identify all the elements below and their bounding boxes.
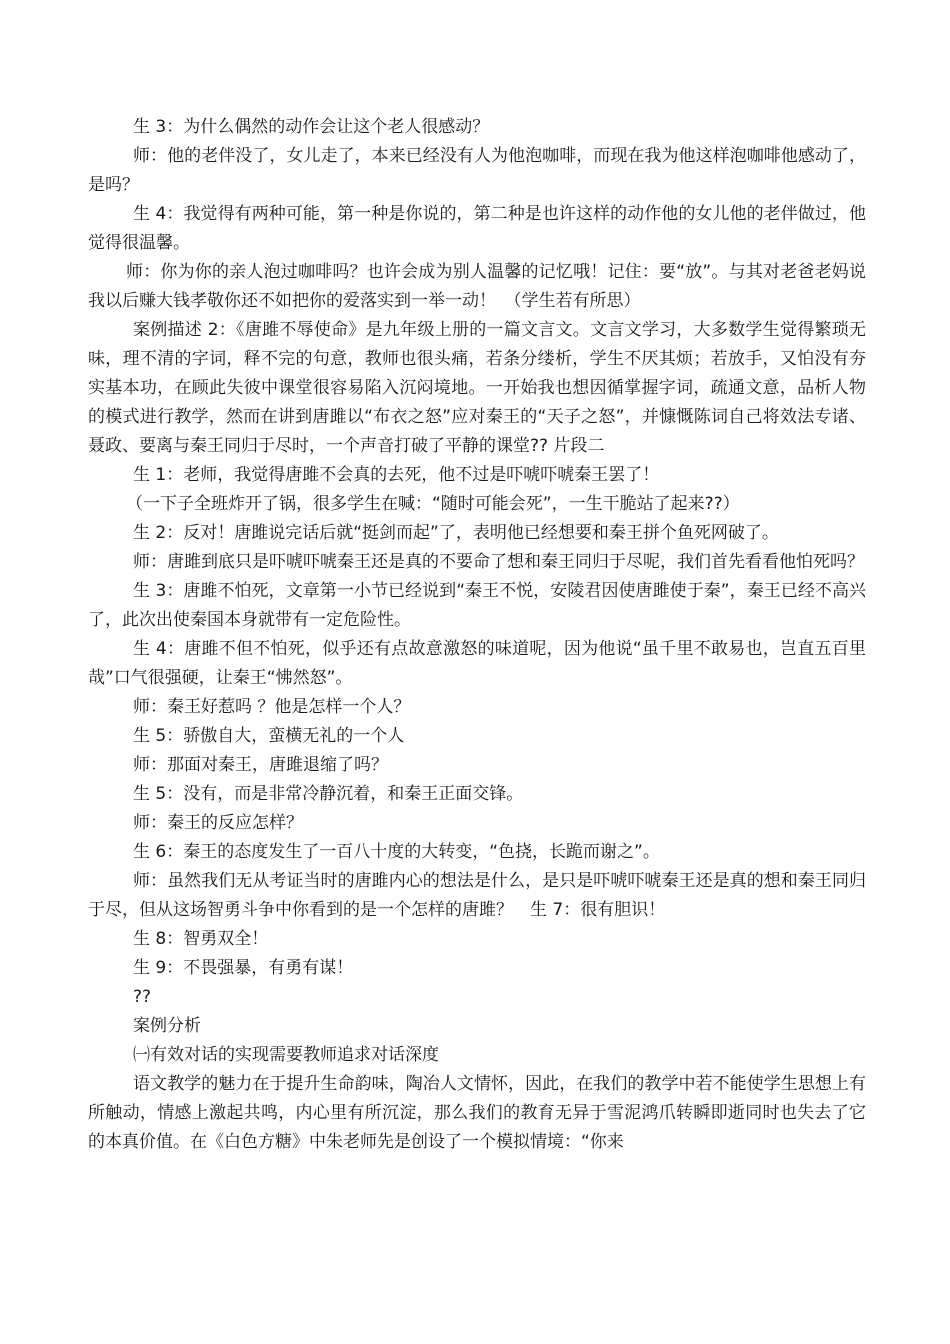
paragraph: 生 5：没有，而是非常冷静沉着，和秦王正面交锋。	[133, 784, 524, 804]
paragraph: 生 9：不畏强暴，有勇有谋！	[133, 958, 354, 978]
paragraph: 生 6：秦王的态度发生了一百八十度的大转变，“色挠，长跪而谢之”。	[133, 842, 660, 862]
paragraph: 生 4：唐雎不但不怕死，似乎还有点故意激怒的味道呢，因为他说“虽千里不敢易也，岂直五百里哉”口气很强硬，让秦王“怫然怒”。	[88, 639, 866, 688]
paragraph: （一下子全班炸开了锅，很多学生在喊：“随时可能会死”，一生干脆站了起来??）	[126, 494, 740, 514]
paragraph: 师：他的老伴没了，女儿走了，本来已经没有人为他泡咖啡，而现在我为他这样泡咖啡他感动了，是吗？	[88, 146, 866, 195]
paragraph: 语文教学的魅力在于提升生命韵味，陶冶人文情怀，因此，在我们的教学中若不能使学生思想上有所触动，情感上激起共鸣，内心里有所沉淀，那么我们的教育无异于雪泥鸿爪转瞬即逝同时也失去了它的本真价值。在《白色方糖》中朱老师先是创设了一个模拟情境：“你来	[88, 1074, 866, 1152]
paragraph: ??	[133, 987, 152, 1007]
paragraph: 生 2：反对！唐雎说完话后就“挺剑而起”了，表明他已经想要和秦王拼个鱼死网破了。	[133, 523, 779, 543]
paragraph: 生 1：老师，我觉得唐雎不会真的去死，他不过是吓唬吓唬秦王罢了！	[133, 465, 660, 485]
paragraph: 生 5：骄傲自大，蛮横无礼的一个人	[133, 726, 405, 746]
paragraph: 生 3：为什么偶然的动作会让这个老人很感动？	[133, 117, 490, 137]
paragraph: 案例描述 2：《唐雎不辱使命》是九年级上册的一篇文言文。文言文学习，大多数学生觉得繁琐无味，理不清的字词，释不完的句意，教师也很头痛，若条分缕析，学生不厌其烦；若放手，又怕没有夯实基本功，在顾此失彼中课堂很容易陷入沉闷境地。一开始我也想因循掌握字词，疏通文意，品析人物的模式进行教学，然而在讲到唐雎以“布衣之怒”应对秦王的“天子之怒”，并慷慨陈词自己将效法专诸、聂政、要离与秦王同归于尽时，一个声音打破了平静的课堂?? 片段二	[88, 320, 866, 456]
paragraph: 师：虽然我们无从考证当时的唐雎内心的想法是什么，是只是吓唬吓唬秦王还是真的想和秦王同归于尽，但从这场智勇斗争中你看到的是一个怎样的唐雎？ 生 7：很有胆识！	[88, 871, 866, 920]
paragraph: 师：秦王的反应怎样？	[133, 813, 303, 833]
paragraph: 生 8：智勇双全！	[133, 929, 269, 949]
paragraph: 师：唐雎到底只是吓唬吓唬秦王还是真的不要命了想和秦王同归于尽呢，我们首先看看他怕死吗？	[133, 552, 864, 572]
paragraph: 师：秦王好惹吗 ？他是怎样一个人？	[133, 697, 411, 717]
paragraph: ㈠有效对话的实现需要教师追求对话深度	[133, 1045, 439, 1065]
paragraph: 师：那面对秦王，唐雎退缩了吗？	[133, 755, 388, 775]
paragraph: 案例分析	[133, 1016, 201, 1036]
paragraph: 师：你为你的亲人泡过咖啡吗？也许会成为别人温馨的记忆哦！记住：要“放”。与其对老爸老妈说我以后赚大钱孝敬你还不如把你的爱落实到一举一动！ （学生若有所思）	[88, 262, 866, 311]
paragraph: 生 4：我觉得有两种可能，第一种是你说的，第二种是也许这样的动作他的女儿他的老伴做过，他觉得很温馨。	[88, 204, 866, 253]
paragraph: 生 3：唐雎不怕死，文章第一小节已经说到“秦王不悦，安陵君因使唐雎使于秦”，秦王已经不高兴了，此次出使秦国本身就带有一定危险性。	[88, 581, 866, 630]
